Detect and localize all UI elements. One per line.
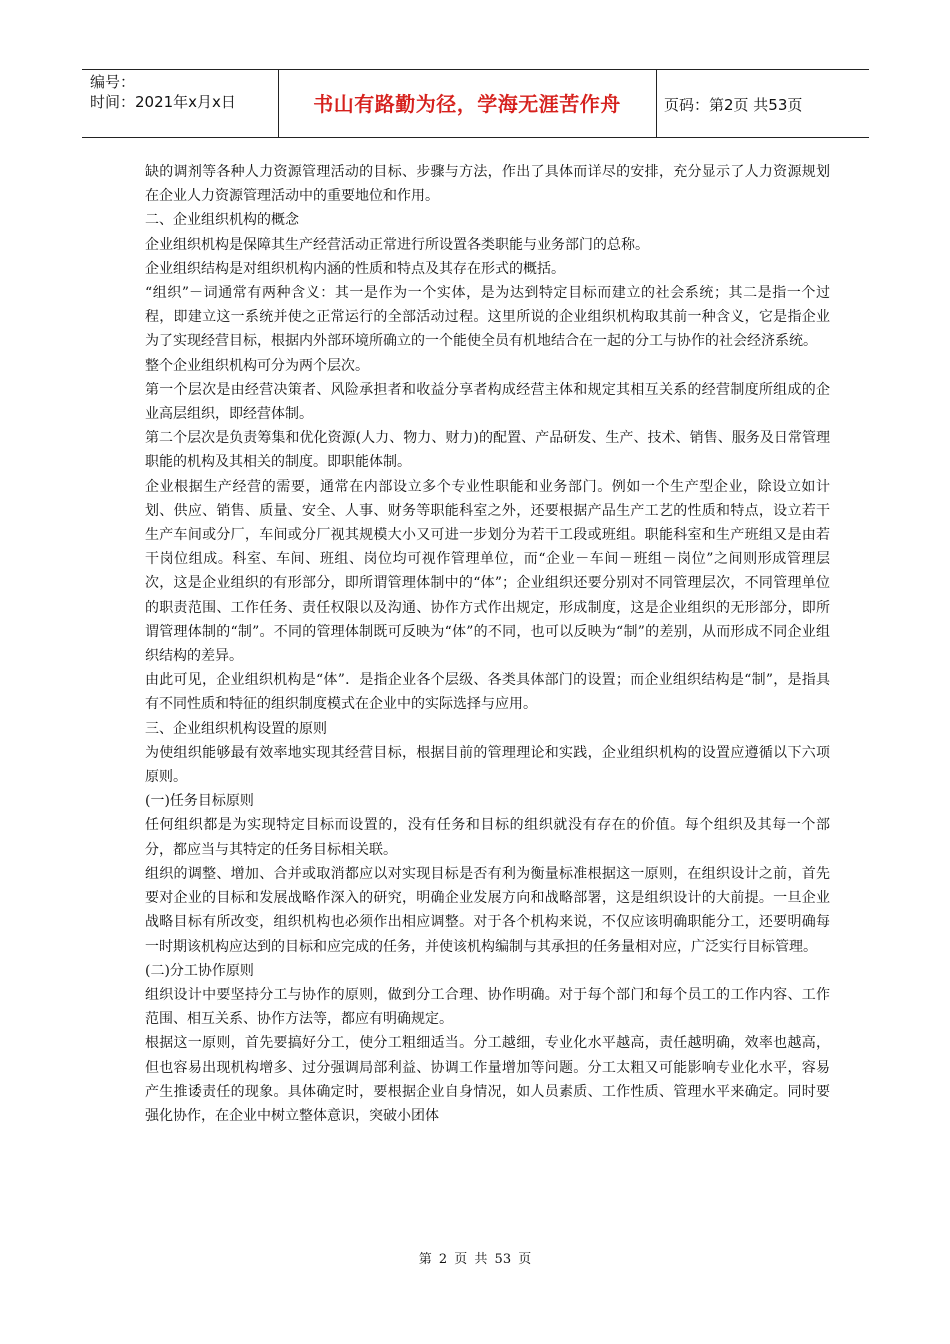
header-page-info: 页码：第2页 共53页 — [664, 96, 803, 114]
page-footer: 第 2 页 共 53 页 — [418, 1252, 532, 1267]
paragraph: 第一个层次是由经营决策者、风险承担者和收益分享者构成经营主体和规定其相互关系的经营制度所组成的企业高层组织，即经营体制。 — [145, 381, 830, 423]
header-divider — [656, 69, 657, 137]
paragraph: 组织设计中要坚持分工与协作的原则，做到分工合理、协作明确。对于每个部门和每个员工的工作内容、工作范围、相互关系、协作方法等，都应有明确规定。 — [145, 986, 830, 1028]
paragraph: 由此可见，企业组织机构是“体”．是指企业各个层级、各类具体部门的设置；而企业组织结构是“制”，是指具有不同性质和特征的组织制度模式在企业中的实际选择与应用。 — [145, 672, 830, 713]
document-date: 时间：2021年x月x日 — [90, 93, 236, 111]
paragraph: 企业组织机构是保障其生产经营活动正常进行所设置各类职能与业务部门的总称。 — [145, 236, 649, 253]
subsection-heading: (一)任务目标原则 — [145, 793, 254, 810]
document-body — [145, 160, 830, 1128]
header-bottom-rule — [82, 137, 869, 138]
header-motto: 书山有路勤为径，学海无涯苦作舟 — [313, 92, 621, 116]
section-heading: 三、企业组织机构设置的原则 — [145, 720, 327, 737]
header-top-rule — [82, 69, 869, 70]
paragraph: 企业根据生产经营的需要，通常在内部设立多个专业性职能和业务部门。例如一个生产型企业，除设立如计划、供应、销售、质量、安全、人事、财务等职能科室之外，还要根据产品生产工艺的性质和特点，设立若干生产车间或分厂，车间或分厂视其规模大小又可进一步划分为若干工段或班组。职能科室和生产班组又是由若干岗位组成。科室、车间、班组、岗位均可视作管理单位，而“企业－车间－班组－岗位”之间则形成管理层次，这是企业组织的有形部分，即所谓管理体制中的“体”；企业组织还要分别对不同管理层次，不同管理单位的职责范围、工作任务、责任权限以及沟通、协作方式作出规定，形成制度，这是企业组织的无形部分，即所谓管理体制的“制”。不同的管理体制既可反映为“体”的不同，也可以反映为“制”的差别，从而形成不同企业组织结构的差异。 — [145, 478, 830, 665]
section-heading: 二、企业组织机构的概念 — [145, 212, 299, 229]
paragraph: 任何组织都是为实现特定目标而设置的，没有任务和目标的组织就没有存在的价值。每个组织及其每一个部分，都应当与其特定的任务目标相关联。 — [145, 817, 830, 858]
paragraph: “组织”－词通常有两种含义：其一是作为一个实体，是为达到特定目标而建立的社会系统；其二是指一个过程，即建立这一系统并使之正常运行的全部活动过程。这里所说的企业组织机构取其前一种含义，它是指企业为了实现经营目标，根据内外部环境所确立的一个能使全员有机地结合在一起的分工与协作的社会经济系统。 — [145, 285, 830, 350]
subsection-heading: (二)分工协作原则 — [145, 962, 254, 979]
paragraph: 整个企业组织机构可分为两个层次。 — [145, 357, 369, 374]
header-meta — [90, 72, 274, 112]
document-number-label: 编号： — [90, 73, 136, 91]
paragraph: 组织的调整、增加、合并或取消都应以对实现目标是否有利为衡量标准根据这一原则，在组织设计之前，首先要对企业的目标和发展战略作深入的研究，明确企业发展方向和战略部署，这是组织设计的大前提。一旦企业战略目标有所改变，组织机构也必须作出相应调整。对于各个机构来说，不仅应该明确职能分工，还要明确每一时期该机构应达到的目标和应完成的任务，并使该机构编制与其承担的任务量相对应，广泛实行目标管理。 — [145, 865, 830, 955]
paragraph: 根据这一原则，首先要搞好分工，使分工粗细适当。分工越细，专业化水平越高，责任越明确，效率也越高，但也容易出现机构增多、过分强调局部利益、协调工作量增加等问题。分工太粗又可能影响专业化水平，容易产生推诿责任的现象。具体确定时，要根据企业自身情况，如人员素质、工作性质、管理水平来确定。同时要强化协作，在企业中树立整体意识，突破小团体 — [145, 1035, 830, 1124]
header-divider — [278, 69, 279, 137]
paragraph: 第二个层次是负责筹集和优化资源(人力、物力、财力)的配置、产品研发、生产、技术、销售、服务及日常管理职能的机构及其相关的制度。即职能体制。 — [145, 430, 830, 471]
paragraph: 企业组织结构是对组织机构内涵的性质和特点及其存在形式的概括。 — [145, 260, 565, 277]
paragraph: 缺的调剂等各种人力资源管理活动的目标、步骤与方法，作出了具体而详尽的安排，充分显示了人力资源规划在企业人力资源管理活动中的重要地位和作用。 — [145, 164, 830, 205]
paragraph: 为使组织能够最有效率地实现其经营目标，根据目前的管理理论和实践，企业组织机构的设置应遵循以下六项原则。 — [145, 744, 830, 786]
